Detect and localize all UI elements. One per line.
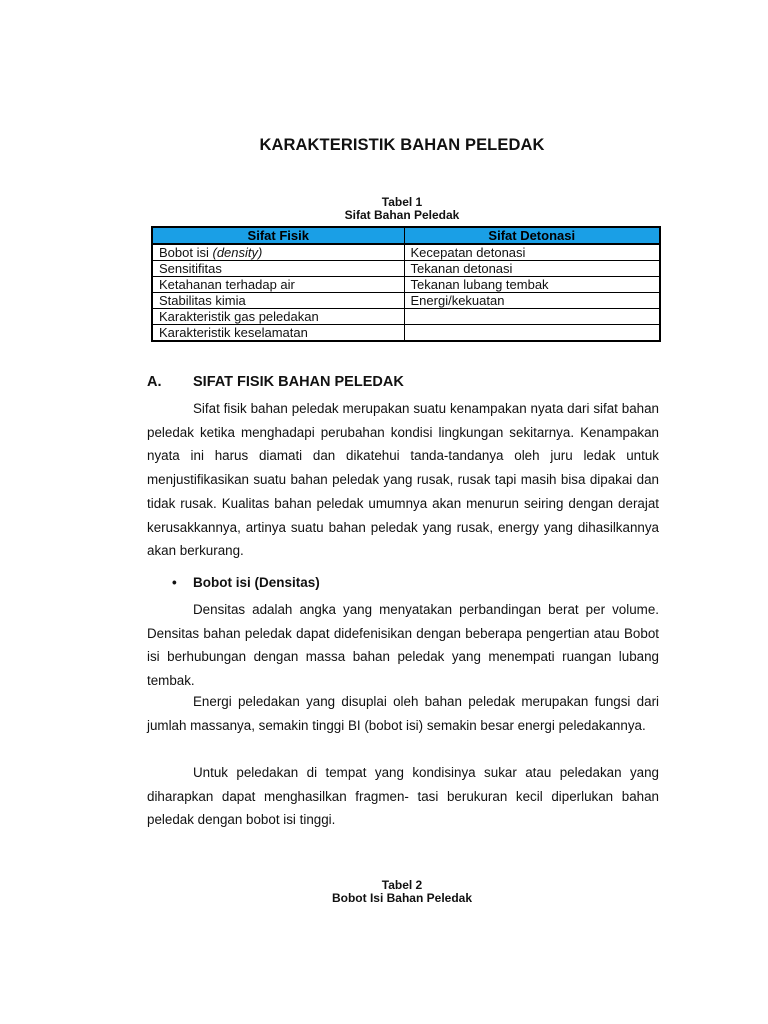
table-row [152, 244, 660, 261]
section-a-paragraph: Sifat fisik bahan peledak merupakan suatu kenampakan nyata dari sifat bahan peledak ketika menghadapi perubahan kondisi lingkungan sekitarnya. Kenampakan nyata ini harus diamati dan dikatehui tanda-tandanya oleh juru ledak untuk menjustifikasikan suatu bahan peledak yang rusak, rusak tapi masih bisa dipakai dan tidak rusak. Kualitas bahan peledak umumnya akan menurun seiring dengan derajat kerusakkannya, artinya suatu bahan peledak yang rusak, energy yang dihasilkannya akan berkurang. [147, 401, 659, 559]
table2-label: Tabel 2 [381, 878, 423, 892]
header-sifat-detonasi: Sifat Detonasi [404, 227, 660, 244]
section-a-heading [147, 374, 404, 390]
header-sifat-fisik: Sifat Fisik [152, 227, 404, 244]
bobot-isi-heading [172, 575, 320, 590]
bullet-icon: • [172, 575, 177, 590]
detonasi-cell: Kecepatan detonasi [404, 244, 660, 261]
detonasi-cell: Tekanan detonasi [404, 261, 660, 277]
detonasi-cell [404, 309, 660, 325]
fisik-cell: Karakteristik gas peledakan [152, 309, 404, 325]
detonasi-cell: Energi/kekuatan [404, 293, 660, 309]
densitas-paragraph-1: Densitas adalah angka yang menyatakan perbandingan berat per volume. Densitas bahan peledak dapat didefenisikan dengan beberapa pengertian atau Bobot isi berhubungan dengan massa bahan peledak yang menempati ruangan lubang tembak. [147, 602, 659, 689]
fisik-cell: Stabilitas kimia [152, 293, 404, 309]
table-row [152, 261, 660, 277]
table-row [152, 309, 660, 325]
densitas-paragraph-2: Energi peledakan yang disuplai oleh bahan peledak merupakan fungsi dari jumlah massanya, semakin tinggi BI (bobot isi) semakin besar energi peledakannya. [147, 694, 659, 733]
table1-title: Sifat Bahan Peledak [344, 208, 460, 222]
table-row [152, 325, 660, 342]
table-row [152, 277, 660, 293]
table1-label: Tabel 1 [381, 195, 423, 209]
fisik-cell: Bobot isi (density) [152, 244, 404, 261]
table-row [152, 293, 660, 309]
table2-title: Bobot Isi Bahan Peledak [331, 891, 473, 905]
detonasi-cell [404, 325, 660, 342]
table2-caption [0, 879, 768, 905]
properties-table [151, 226, 661, 342]
section-title: SIFAT FISIK BAHAN PELEDAK [193, 374, 404, 390]
section-letter: A. [147, 374, 162, 390]
fisik-cell: Ketahanan terhadap air [152, 277, 404, 293]
bobot-isi-title: Bobot isi (Densitas) [193, 575, 320, 590]
page-title: KARAKTERISTIK BAHAN PELEDAK [259, 136, 545, 154]
fisik-cell: Karakteristik keselamatan [152, 325, 404, 342]
fisik-cell: Sensitifitas [152, 261, 404, 277]
table-header-row [152, 227, 660, 244]
densitas-paragraph-3: Untuk peledakan di tempat yang kondisinya sukar atau peledakan yang diharapkan dapat menghasilkan fragmen- tasi berukuran kecil diperlukan bahan peledak dengan bobot isi tinggi. [147, 765, 659, 828]
detonasi-cell: Tekanan lubang tembak [404, 277, 660, 293]
table1-caption [0, 196, 768, 222]
